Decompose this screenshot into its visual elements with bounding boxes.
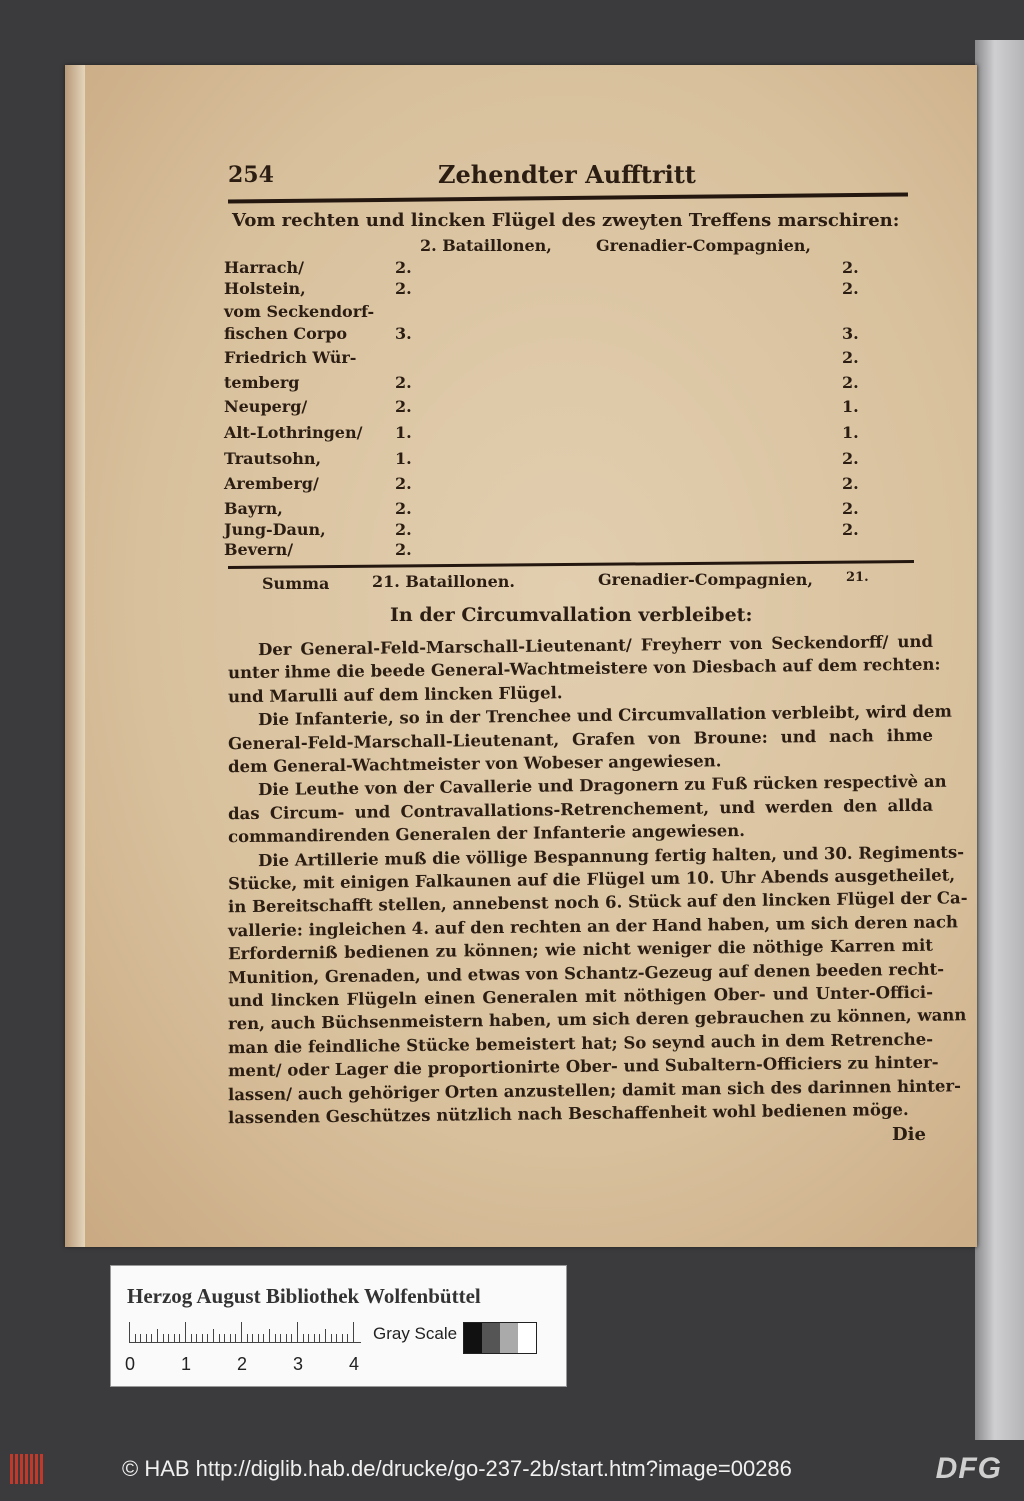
scale-number: 2	[237, 1354, 248, 1374]
ruler-tick	[331, 1334, 332, 1342]
regiment-name: Bevern/	[224, 540, 294, 559]
gray-scale-label: Gray Scale	[373, 1324, 458, 1343]
ruler-tick	[207, 1334, 208, 1342]
ruler-tick	[224, 1334, 225, 1342]
scale-number: 3	[293, 1354, 304, 1374]
table-heading: Vom rechten und lincken Flügel des zweyten Treffens marschiren:	[232, 210, 900, 231]
ruler-tick	[163, 1334, 164, 1342]
ruler-tick	[247, 1334, 248, 1342]
summa-grenadier-value: 21.	[846, 570, 869, 585]
ruler-tick	[168, 1334, 169, 1342]
page-number: 254	[228, 162, 274, 188]
body-line: Munition, Grenaden, und etwas von Schantz-Gezeug auf denen beeden recht-	[227, 959, 945, 987]
regiment-name: Aremberg/	[224, 474, 319, 493]
bataillon-count: 2.	[395, 258, 412, 277]
column-grenadier: Grenadier-Compagnien,	[596, 236, 811, 255]
ruler-tick	[230, 1334, 231, 1342]
body-line: ment/ oder Lager die proportionirte Ober- und Subaltern-Officiers zu hinter-	[227, 1052, 939, 1081]
running-head: Zehendter Aufftritt	[438, 160, 696, 189]
ruler-tick	[297, 1322, 298, 1342]
grenadier-count: 2.	[842, 279, 859, 298]
ruler-tick	[241, 1322, 242, 1342]
ruler-tick	[286, 1334, 287, 1342]
summa-bataillonen: 21. Bataillonen.	[372, 572, 515, 591]
bataillon-count: 2.	[395, 279, 412, 298]
regiment-name: Holstein,	[224, 279, 306, 298]
ruler-tick	[258, 1334, 259, 1342]
regiment-name: Harrach/	[224, 258, 304, 277]
ruler-tick	[129, 1322, 130, 1342]
regiment-name: Jung-Daun,	[224, 520, 326, 539]
body-line: das Circum- und Contravallations-Retrenchement, und werden den allda	[227, 795, 934, 824]
body-line: lassen/ auch gehöriger Orten anzustellen; damit man sich des darinnen hinter-	[227, 1075, 962, 1104]
regiment-name: Alt-Lothringen/	[224, 423, 363, 442]
body-line: commandirenden Generalen der Infanterie angewiesen.	[227, 821, 746, 847]
scale-number: 1	[181, 1354, 192, 1374]
hab-logo-icon	[10, 1454, 46, 1484]
grenadier-count: 2.	[842, 474, 859, 493]
body-line: vallerie: ingleichen 4. auf den rechten an der Hand haben, um sich deren nach	[227, 912, 959, 941]
bataillon-count: 2.	[395, 474, 412, 493]
bataillon-count: 2.	[395, 397, 412, 416]
ruler-tick	[308, 1334, 309, 1342]
ruler-tick	[213, 1329, 214, 1342]
gray-scale-swatches	[463, 1322, 537, 1354]
ruler-tick	[179, 1334, 180, 1342]
ruler-tick	[269, 1329, 270, 1342]
regiment-name: Neuperg/	[224, 397, 308, 416]
body-line: Der General-Feld-Marschall-Lieutenant/ Freyherr von Seckendorff/ und	[257, 631, 934, 660]
ruler-tick	[275, 1334, 276, 1342]
body-line: lassenden Geschützes nützlich nach Beschaffenheit wohl bedienen möge.	[227, 1099, 909, 1128]
grenadier-count: 2.	[842, 258, 859, 277]
summa-label: Summa	[262, 574, 330, 593]
regiment-name: Trautsohn,	[224, 449, 322, 468]
scale-ruler	[129, 1322, 361, 1343]
ruler-tick	[353, 1322, 354, 1342]
footer-bar	[0, 1440, 1024, 1501]
body-line: unter ihme die beede General-Wachtmeistere von Diesbach auf dem rechten:	[227, 654, 941, 683]
ruler-tick	[202, 1334, 203, 1342]
ruler-tick	[342, 1334, 343, 1342]
scale-number: 4	[349, 1354, 360, 1374]
column-bataillonen: 2. Bataillonen,	[420, 236, 552, 255]
grenadier-count: 3.	[842, 324, 859, 343]
regiment-name: Bayrn,	[224, 499, 283, 518]
regiment-name: Friedrich Wür-	[224, 348, 357, 367]
ruler-tick	[325, 1329, 326, 1342]
ruler-tick	[347, 1334, 348, 1342]
bataillon-count: 1.	[395, 423, 412, 442]
ruler-tick	[314, 1334, 315, 1342]
regiment-name: fischen Corpo	[224, 324, 348, 343]
scale-number: 0	[125, 1354, 136, 1374]
bataillon-count: 2.	[395, 540, 412, 559]
adjacent-page-edge	[975, 40, 1024, 1440]
bataillon-count: 3.	[395, 324, 412, 343]
body-line: und lincken Flügeln einen Generalen mit nöthigen Ober- und Unter-Offici-	[227, 982, 934, 1011]
dfg-logo: DFG	[935, 1452, 1002, 1485]
grenadier-count: 2.	[842, 449, 859, 468]
ruler-tick	[303, 1334, 304, 1342]
grenadier-count: 2.	[842, 520, 859, 539]
ruler-tick	[140, 1334, 141, 1342]
grenadier-count: 1.	[842, 397, 859, 416]
ruler-tick	[336, 1334, 337, 1342]
ruler-tick	[263, 1334, 264, 1342]
summa-grenadier: Grenadier-Compagnien,	[598, 570, 813, 589]
page-edge	[65, 65, 85, 1247]
body-line: Die Infanterie, so in der Trenchee und Circumvallation verbleibt, wird dem	[257, 701, 952, 730]
grenadier-count: 2.	[842, 373, 859, 392]
body-line: Stücke, mit einigen Falkaunen auf die Flügel um 10. Uhr Abends ausgetheilet,	[227, 865, 956, 894]
regiment-name: vom Seckendorf-	[224, 302, 375, 321]
ruler-tick	[146, 1334, 147, 1342]
ruler-tick	[252, 1334, 253, 1342]
ruler-tick	[280, 1334, 281, 1342]
body-line: man die feindliche Stücke bemeistert hat; So seynd auch in dem Retrenche-	[227, 1029, 934, 1058]
bataillon-count: 1.	[395, 449, 412, 468]
regiment-name: temberg	[224, 373, 300, 392]
body-line: Erforderniß bedienen zu können; wie nicht weniger die nöthige Karren mit	[227, 935, 934, 964]
bataillon-count: 2.	[395, 499, 412, 518]
grenadier-count: 2.	[842, 499, 859, 518]
ruler-tick	[157, 1329, 158, 1342]
ruler-tick	[319, 1334, 320, 1342]
body-line: in Bereitschafft stellen, annebenst noch 6. Stück auf den lincken Flügel der Ca-	[227, 888, 968, 917]
body-line: und Marulli auf dem lincken Flügel.	[227, 683, 563, 707]
grenadier-count: 1.	[842, 423, 859, 442]
copyright-link[interactable]: © HAB http://diglib.hab.de/drucke/go-237-2b/start.htm?image=00286	[122, 1456, 792, 1481]
body-line: dem General-Wachtmeister von Wobeser angewiesen.	[227, 751, 722, 777]
body-line: Die Leuthe von der Cavallerie und Dragonern zu Fuß rücken respectivè an	[257, 772, 947, 800]
ruler-tick	[291, 1334, 292, 1342]
library-label-card	[110, 1265, 567, 1387]
ruler-tick	[219, 1334, 220, 1342]
body-line: General-Feld-Marschall-Lieutenant, Grafen von Broune: und nach ihme	[227, 725, 934, 753]
bataillon-count: 2.	[395, 520, 412, 539]
body-line: Die Artillerie muß die völlige Bespannung fertig halten, und 30. Regiments-	[257, 842, 965, 870]
library-name: Herzog August Bibliothek Wolfenbüttel	[127, 1284, 481, 1308]
catchword: Die	[892, 1124, 926, 1145]
ruler-tick	[151, 1334, 152, 1342]
grenadier-count: 2.	[842, 348, 859, 367]
body-line: ren, auch Büchsenmeistern haben, um sich deren gebrauchen zu können, wann	[227, 1005, 967, 1034]
bataillon-count: 2.	[395, 373, 412, 392]
ruler-tick	[174, 1334, 175, 1342]
ruler-tick	[235, 1334, 236, 1342]
ruler-tick	[135, 1334, 136, 1342]
ruler-tick	[191, 1334, 192, 1342]
ruler-tick	[185, 1322, 186, 1342]
ruler-tick	[196, 1334, 197, 1342]
section-heading: In der Circumvallation verbleibet:	[390, 604, 753, 626]
